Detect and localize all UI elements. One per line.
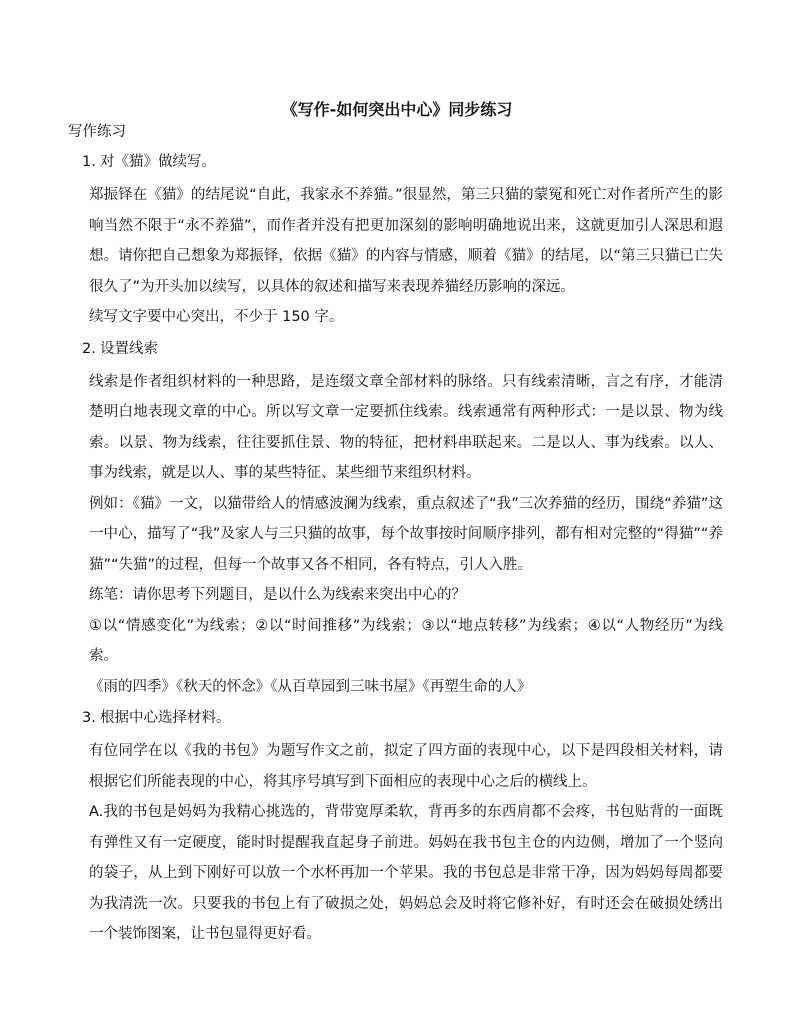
paragraph: 线索是作者组织材料的一种思路，是连缀文章全部材料的脉络。只有线索清晰，言之有序，才能清楚明白地表现文章的中心。所以写文章一定要抓住线索。线索通常有两种形式：一是以景、物为线索。以景、物为线索，往往要抓住景、物的特征，把材料串联起来。二是以人、事为线索。以人、事为线索，就是以人、事的某些特征、某些细节来组织材料。 (89, 373, 723, 481)
section-label: 写作练习 (68, 124, 126, 140)
paragraph: 有位同学在以《我的书包》为题写作文之前，拟定了四方面的表现中心，以下是四段相关材料，请根据它们所能表现的中心，将其序号填写到下面相应的表现中心之后的横线上。 (89, 743, 723, 790)
paragraph: 练笔：请你思考下列题目，是以什么为线索来突出中心的？ (89, 587, 466, 603)
exercise-item (68, 150, 728, 333)
exercise-item (68, 706, 728, 950)
paragraph: 续写文字要中心突出，不少于 150 字。 (89, 309, 344, 325)
page-title: 《写作-如何突出中心》同步练习 (281, 100, 513, 119)
paragraph: 例如：《猫》一文，以猫带给人的情感波澜为线索，重点叙述了“我”三次养猫的经历，围绕“养猫”这一中心，描写了“我”及家人与三只猫的故事，每个故事按时间顺序排列，都有相对完整的“得猫”“养猫”“失猫”的过程，但每一个故事又各不相同，各有特点，引人入胜。 (89, 495, 723, 573)
paragraph: 郑振铎在《猫》的结尾说“自此，我家永不养猫。”很显然，第三只猫的蒙冤和死亡对作者所产生的影响当然不限于“永不养猫”，而作者并没有把更加深刻的影响明确地说出来，这就更加引人深思和遐想。请你把自己想象为郑振铎，依据《猫》的内容与情感，顺着《猫》的结尾，以“第三只猫已亡失很久了”为开头加以续写，以具体的叙述和描写来表现养猫经历影响的深远。 (89, 187, 723, 295)
exercise-item-heading (68, 150, 728, 174)
exercise-item-heading (68, 706, 728, 730)
exercise-item (68, 337, 728, 703)
item-number: 1. (82, 154, 96, 170)
paragraph: 《雨的四季》《秋天的怀念》《从百草园到三味书屋》《再塑生命的人》 (89, 678, 532, 695)
item-number: 2. (82, 340, 96, 357)
item-heading-text: 对《猫》做续写。 (100, 154, 216, 170)
paragraph: ①以“情感变化”为线索；②以“时间推移”为线索；③以“地点转移”为线索；④以“人物经历”为线索。 (89, 617, 723, 664)
exercise-item-heading (68, 337, 728, 361)
item-heading-text: 根据中心选择材料。 (100, 710, 231, 726)
item-heading-text: 设置线索 (100, 340, 158, 357)
paragraph: A.我的书包是妈妈为我精心挑选的，背带宽厚柔软，背再多的东西肩都不会疼，书包贴背的一面既有弹性又有一定硬度，能时时提醒我直起身子前进。妈妈在我书包主仓的内边侧，增加了一个竖向的袋子，从上到下刚好可以放一个水杯再加一个苹果。我的书包总是非常干净，因为妈妈每周都要为我清洗一次。只要我的书包上有了破损之处，妈妈总会及时将它修补好，有时还会在破损处绣出一个装饰图案，让书包显得更好看。 (89, 804, 723, 942)
exercise-list (68, 150, 728, 950)
item-number: 3. (82, 710, 96, 726)
